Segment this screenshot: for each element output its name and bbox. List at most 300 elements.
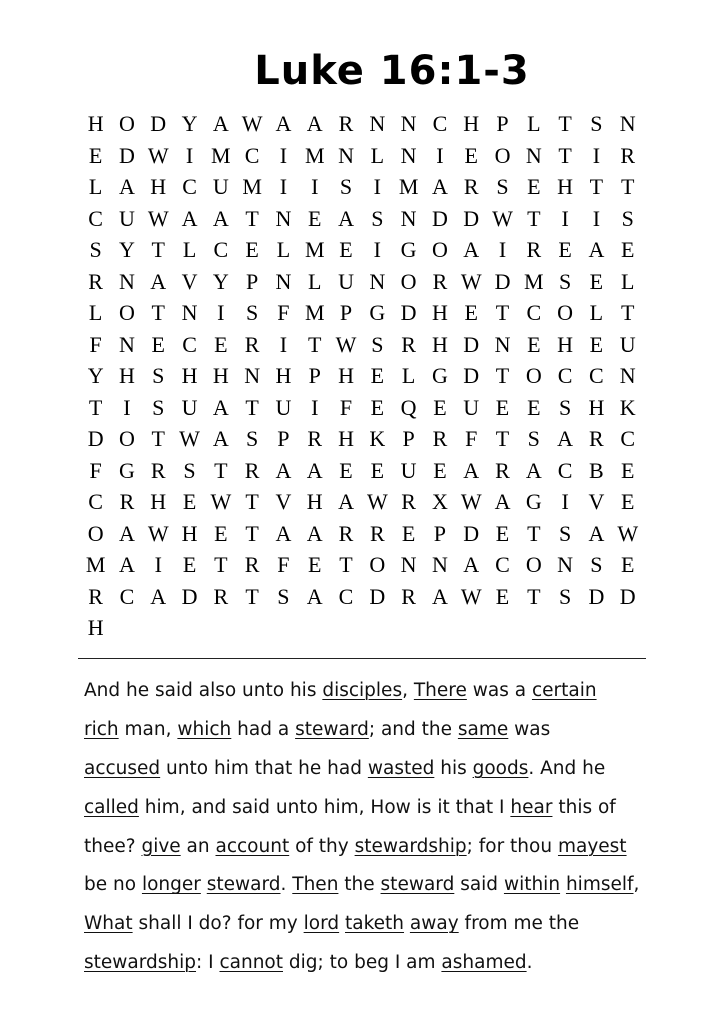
grid-letter: T [151,426,165,451]
grid-letter: A [338,489,354,514]
grid-letter: O [431,237,448,262]
grid-letter: S [371,331,384,357]
grid-letter: D [463,363,480,388]
hidden-word: cannot [219,952,283,974]
grid-letter: N [400,111,417,136]
grid-letter: C [119,583,135,609]
grid-letter: T [527,520,541,546]
grid-letter: E [182,489,197,514]
hidden-word: hear [510,796,553,818]
grid-letter: U [275,394,292,420]
grid-letter: D [463,331,480,357]
grid-letter: S [558,268,572,294]
grid-letter: A [150,268,167,294]
grid-letter: D [588,583,605,609]
grid-letter: T [308,331,322,357]
passage-text: unto him that he had [160,757,368,779]
grid-letter: E [245,237,259,262]
hidden-word: steward [295,718,369,740]
grid-letter: T [245,489,259,514]
passage-text: dig; to beg I am [283,952,442,974]
grid-letter: A [525,457,542,483]
hidden-word: There [413,680,467,701]
grid-letter: L [182,237,197,262]
grid-letter: I [185,142,194,168]
grid-letter: E [527,174,541,199]
hidden-word: which [177,718,232,740]
page-title: Luke 16:1-3 [254,48,530,94]
grid-letter: R [244,457,260,483]
passage-text: , [402,680,414,701]
grid-letter: D [463,520,480,546]
grid-letter: A [494,489,511,514]
grid-letter: O [525,552,542,577]
grid-letter: R [119,489,135,514]
grid-letter: E [370,363,385,388]
grid-letter: O [369,552,386,577]
grid-letter: L [370,142,385,168]
grid-letter: R [495,457,510,483]
grid-letter: W [147,520,169,546]
grid-letter: D [181,583,198,609]
grid-letter: X [431,489,448,514]
grid-letter: M [304,300,325,325]
grid-letter: W [460,489,482,514]
grid-letter: A [212,111,229,136]
grid-letter: R [432,268,448,294]
passage-text: : I [196,952,220,974]
grid-letter: U [619,331,636,357]
grid-letter: C [182,174,197,199]
hidden-word: away [409,913,459,935]
passage-text: . [526,952,533,974]
grid-letter: A [588,237,605,262]
grid-letter: T [589,174,604,199]
grid-letter: M [211,142,231,168]
passage-text: be no [84,874,142,896]
passage-line [84,750,654,789]
grid-letter: E [214,520,228,546]
grid-letter: R [338,520,354,546]
grid-letter: D [494,268,511,294]
grid-letter: W [617,520,639,546]
grid-letter: A [306,457,323,483]
grid-letter: H [212,363,229,388]
grid-letter: T [151,237,165,262]
grid-letter: E [370,457,385,483]
grid-letter: I [561,205,569,231]
grid-letter: G [431,363,448,388]
grid-letter: D [619,583,636,609]
grid-letter: M [85,552,106,577]
grid-letter: S [590,552,603,577]
grid-letter: O [119,300,135,325]
grid-letter: U [400,457,417,483]
grid-letter: I [498,237,507,262]
grid-letter: A [212,205,229,231]
hidden-word: rich [84,718,119,740]
grid-letter: V [275,489,292,514]
grid-letter: C [432,111,448,136]
grid-letter: L [401,363,416,388]
grid-letter: T [495,426,510,451]
grid-letter: N [275,205,292,231]
grid-letter: T [527,205,541,231]
grid-letter: S [621,205,634,231]
grid-letter: K [619,394,636,420]
grid-letter: P [339,300,353,325]
passage-line [84,944,654,983]
grid-letter: H [557,174,574,199]
grid-letter: M [524,268,544,294]
grid-letter: E [308,552,322,577]
grid-letter: E [620,457,635,483]
grid-letter: E [558,237,572,262]
grid-letter: E [308,205,322,231]
grid-letter: A [119,174,135,199]
grid-letter: Y [119,237,135,262]
grid-letter: H [431,331,448,357]
grid-letter: S [371,205,384,231]
hidden-word: steward [206,874,281,896]
grid-letter: N [244,363,261,388]
grid-letter: I [279,331,288,357]
grid-letter: I [592,142,601,168]
grid-letter: W [179,426,200,451]
grid-letter: D [150,111,167,136]
grid-letter: A [150,583,167,609]
grid-letter: O [119,111,135,136]
grid-letter: A [431,174,448,199]
grid-letter: W [460,268,482,294]
grid-letter: A [275,520,292,546]
grid-letter: S [339,174,353,199]
grid-letter: T [245,394,259,420]
grid-letter: H [150,489,167,514]
grid-letter: H [87,615,104,640]
grid-letter: W [492,205,513,231]
word-search-grid [80,108,643,644]
passage-line [84,905,654,944]
grid-letter: T [527,583,541,609]
grid-letter: A [306,520,323,546]
grid-letter: E [464,142,478,168]
grid-letter: R [401,489,416,514]
grid-letter: N [119,268,135,294]
grid-letter: H [87,111,104,136]
grid-letter: T [245,205,259,231]
hidden-word: himself [565,874,634,896]
grid-letter: U [463,394,480,420]
grid-letter: N [338,142,354,168]
passage-text: , [633,874,640,896]
grid-letter: C [88,205,103,231]
grid-letter: A [431,583,448,609]
grid-letter: O [400,268,417,294]
grid-letter: I [311,174,319,199]
grid-letter: R [244,552,260,577]
grid-letter: D [369,583,386,609]
hidden-word: stewardship [354,835,467,857]
grid-letter: S [152,363,165,388]
grid-letter: H [338,426,354,451]
grid-letter: A [181,205,198,231]
grid-letter: A [306,111,323,136]
scripture-passage [84,672,654,983]
grid-letter: L [276,237,291,262]
grid-letter: E [464,300,478,325]
grid-letter: S [558,583,572,609]
grid-letter: W [241,111,263,136]
grid-letter: H [463,111,480,136]
passage-text: . [280,874,293,896]
grid-letter: P [433,520,447,546]
grid-letter: N [494,331,511,357]
grid-letter: L [308,268,322,294]
grid-letter: W [147,142,169,168]
grid-letter: I [311,394,319,420]
grid-letter: T [495,300,510,325]
passage-text: thee? [84,835,142,857]
grid-letter: E [182,552,197,577]
grid-letter: A [212,394,229,420]
grid-letter: A [463,552,480,577]
grid-letter: I [154,552,162,577]
grid-letter: T [620,174,635,199]
grid-letter: H [150,174,167,199]
grid-letter: R [526,237,542,262]
grid-letter: W [460,583,482,609]
grid-letter: E [620,237,635,262]
grid-letter: R [401,583,416,609]
grid-letter: P [246,268,259,294]
passage-text: of thy [289,835,355,857]
grid-letter: A [588,520,605,546]
grid-letter: H [119,363,135,388]
passage-line [84,866,654,905]
hidden-word: account [215,835,290,857]
grid-letter: W [147,205,169,231]
grid-letter: I [436,142,444,168]
grid-letter: Y [87,363,104,388]
grid-letter: A [463,457,480,483]
divider [78,658,646,659]
grid-letter: H [181,363,198,388]
grid-letter: G [119,457,135,483]
grid-letter: D [87,426,104,451]
grid-letter: P [277,426,290,451]
passage-text: an [180,835,216,857]
grid-letter: E [527,331,541,357]
grid-letter: A [275,111,292,136]
grid-letter: F [89,331,102,357]
grid-letter: L [88,174,103,199]
grid-letter: R [213,583,229,609]
grid-letter: E [620,552,635,577]
grid-letter: C [88,489,103,514]
grid-letter: Q [400,394,417,420]
grid-letter: U [338,268,354,294]
grid-letter: O [87,520,104,546]
grid-letter: R [88,268,103,294]
hidden-word: same [457,718,509,740]
grid-letter: R [432,426,448,451]
grid-letter: O [557,300,574,325]
grid-letter: E [589,268,604,294]
passage-text: ; and the [368,718,458,740]
hidden-word: certain [531,680,597,701]
grid-letter: C [338,583,354,609]
grid-letter: R [369,520,385,546]
grid-letter: T [245,583,259,609]
passage-text: the [338,874,381,896]
grid-letter: N [525,142,542,168]
grid-letter: C [244,142,260,168]
passage-text: was a [466,680,532,701]
grid-letter: E [495,394,510,420]
grid-letter: L [589,300,604,325]
grid-letter: T [495,363,510,388]
grid-letter: A [557,426,574,451]
grid-letter: C [526,300,542,325]
grid-letter: F [277,300,290,325]
grid-letter: H [431,300,448,325]
grid-letter: N [400,205,417,231]
hidden-word: accused [84,757,161,779]
grid-letter: R [463,174,479,199]
grid-letter: R [150,457,166,483]
grid-letter: D [119,142,135,168]
grid-letter: N [369,111,386,136]
hidden-word: disciples [322,680,403,701]
passage-text: said [454,874,504,896]
passage-line [84,711,654,750]
hidden-word: What [84,913,133,935]
grid-letter: E [151,331,165,357]
grid-letter: F [277,552,290,577]
hidden-word: ashamed [441,952,527,974]
passage-text: from me the [458,913,580,935]
grid-letter: N [431,552,448,577]
grid-letter: L [88,300,103,325]
grid-letter: H [588,394,605,420]
grid-letter: A [338,205,354,231]
hidden-word: wasted [367,757,435,779]
grid-letter: W [210,489,232,514]
grid-letter: A [119,552,135,577]
grid-letter: H [338,363,354,388]
grid-letter: T [558,142,572,168]
grid-letter: A [119,520,135,546]
grid-letter: M [304,142,325,168]
hidden-word: goods [472,757,529,779]
grid-letter: A [275,457,292,483]
grid-letter: E [433,394,447,420]
grid-letter: H [181,520,198,546]
grid-letter: P [308,363,321,388]
grid-letter: A [306,583,323,609]
grid-letter: M [242,174,262,199]
grid-letter: V [588,489,605,514]
grid-letter: R [620,142,636,168]
grid-letter: I [217,300,225,325]
grid-letter: H [557,331,574,357]
grid-letter: V [181,268,198,294]
grid-letter: N [557,552,574,577]
passage-text: this of [552,796,616,818]
grid-letter: I [279,174,288,199]
passage-text: had a [231,718,296,740]
grid-letter: R [401,331,416,357]
grid-letter: U [212,174,229,199]
grid-letter: E [527,394,541,420]
grid-letter: N [275,268,292,294]
grid-letter: M [304,237,325,262]
grid-letter: S [496,174,509,199]
grid-letter: N [400,552,417,577]
grid-letter: S [277,583,290,609]
grid-letter: S [89,237,102,262]
grid-letter: N [619,111,636,136]
passage-text: was [508,718,551,740]
grid-letter: R [244,331,260,357]
grid-letter: E [339,237,353,262]
grid-letter: T [339,552,353,577]
grid-letter: S [590,111,603,136]
grid-letter: Y [212,268,229,294]
passage-text: him, and said unto him, How is it that I [138,796,511,818]
grid-letter: W [335,331,357,357]
grid-letter: O [525,363,542,388]
hidden-word: Then [292,874,339,896]
grid-letter: N [181,300,198,325]
grid-letter: N [369,268,386,294]
grid-letter: C [557,457,573,483]
grid-letter: R [307,426,323,451]
grid-letter: E [589,331,604,357]
grid-letter: R [589,426,604,451]
grid-letter: E [214,331,228,357]
grid-letter: E [620,489,635,514]
grid-letter: I [561,489,569,514]
grid-letter: H [275,363,292,388]
hidden-word: called [84,796,139,818]
grid-letter: T [151,300,165,325]
grid-letter: W [366,489,388,514]
grid-letter: I [123,394,131,420]
grid-letter: C [495,552,510,577]
grid-letter: G [525,489,542,514]
passage-text: . And he [528,757,606,779]
grid-letter: S [558,394,572,420]
grid-letter: T [214,457,228,483]
grid-letter: T [620,300,635,325]
grid-letter: F [339,394,353,420]
grid-letter: P [402,426,415,451]
grid-letter: I [279,142,288,168]
grid-letter: E [433,457,447,483]
grid-letter: M [398,174,419,199]
grid-letter: R [88,583,103,609]
hidden-word: steward [380,874,455,896]
hidden-word: taketh [345,913,405,935]
passage-text: shall I do? for my [132,913,304,935]
grid-letter: R [338,111,354,136]
grid-letter: S [183,457,196,483]
grid-letter: E [88,142,103,168]
grid-letter: S [152,394,165,420]
grid-letter: O [119,426,135,451]
